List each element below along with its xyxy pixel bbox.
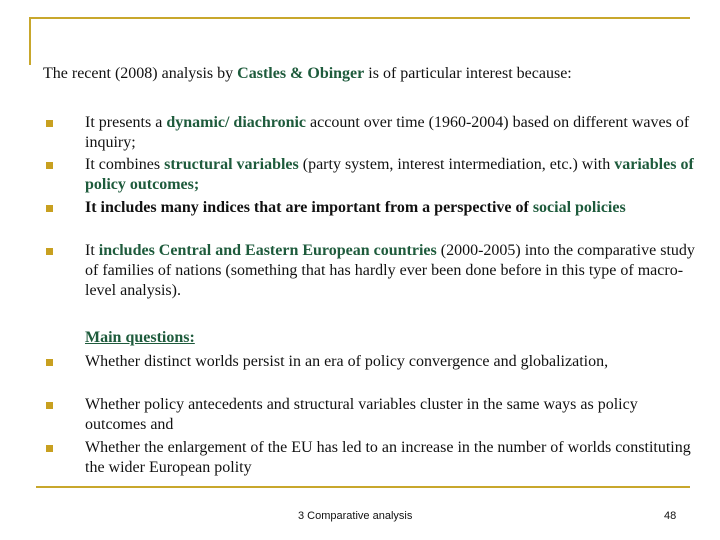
top-rule: [29, 17, 690, 19]
highlight: includes Central and Eastern European countries: [98, 242, 437, 259]
text: (2000-2005) into the comparative study of families of nations (something that has hardly ever been done before in this type of macro-level analysis).: [85, 242, 695, 299]
question-item: Whether the enlargement of the EU has led to an increase in the number of worlds constituting the wider European polity: [85, 439, 691, 476]
page-number: 48: [664, 510, 677, 522]
list-item: [85, 155, 697, 195]
bullet-icon: [46, 359, 53, 366]
bullet-icon: [46, 120, 53, 127]
left-rule: [29, 17, 31, 65]
highlight: variables of policy outcomes;: [85, 156, 694, 193]
bottom-rule: [36, 486, 690, 488]
text: account over time (1960-2004) based on different waves of inquiry;: [85, 114, 690, 151]
bullet-icon: [46, 248, 53, 255]
list-item: [85, 113, 697, 153]
intro-pre: The recent (2008) analysis by: [43, 65, 238, 82]
intro-text: [43, 64, 572, 84]
text: It: [85, 242, 99, 259]
highlight: structural variables: [164, 156, 299, 173]
intro-highlight: Castles & Obinger: [237, 65, 365, 82]
list-item: [85, 198, 697, 218]
text: It presents a: [85, 114, 167, 131]
list-item: [85, 241, 697, 301]
bullet-icon: [46, 402, 53, 409]
text: (party system, interest intermediation, etc.) with: [298, 156, 615, 173]
highlight: social policies: [532, 199, 626, 216]
main-questions-heading: Main questions:: [85, 329, 195, 346]
text: It combines: [85, 156, 165, 173]
question-item: Whether policy antecedents and structural variables cluster in the same ways as policy outcomes and: [85, 396, 638, 433]
intro-post: is of particular interest because:: [364, 65, 572, 82]
question-item: Whether distinct worlds persist in an era of policy convergence and globalization,: [85, 353, 609, 370]
bullet-icon: [46, 445, 53, 452]
text: It includes many indices that are important from a perspective of: [85, 199, 533, 216]
bullet-icon: [46, 205, 53, 212]
bullet-icon: [46, 162, 53, 169]
footer-title: 3 Comparative analysis: [298, 510, 413, 522]
highlight: dynamic/ diachronic: [166, 114, 307, 131]
